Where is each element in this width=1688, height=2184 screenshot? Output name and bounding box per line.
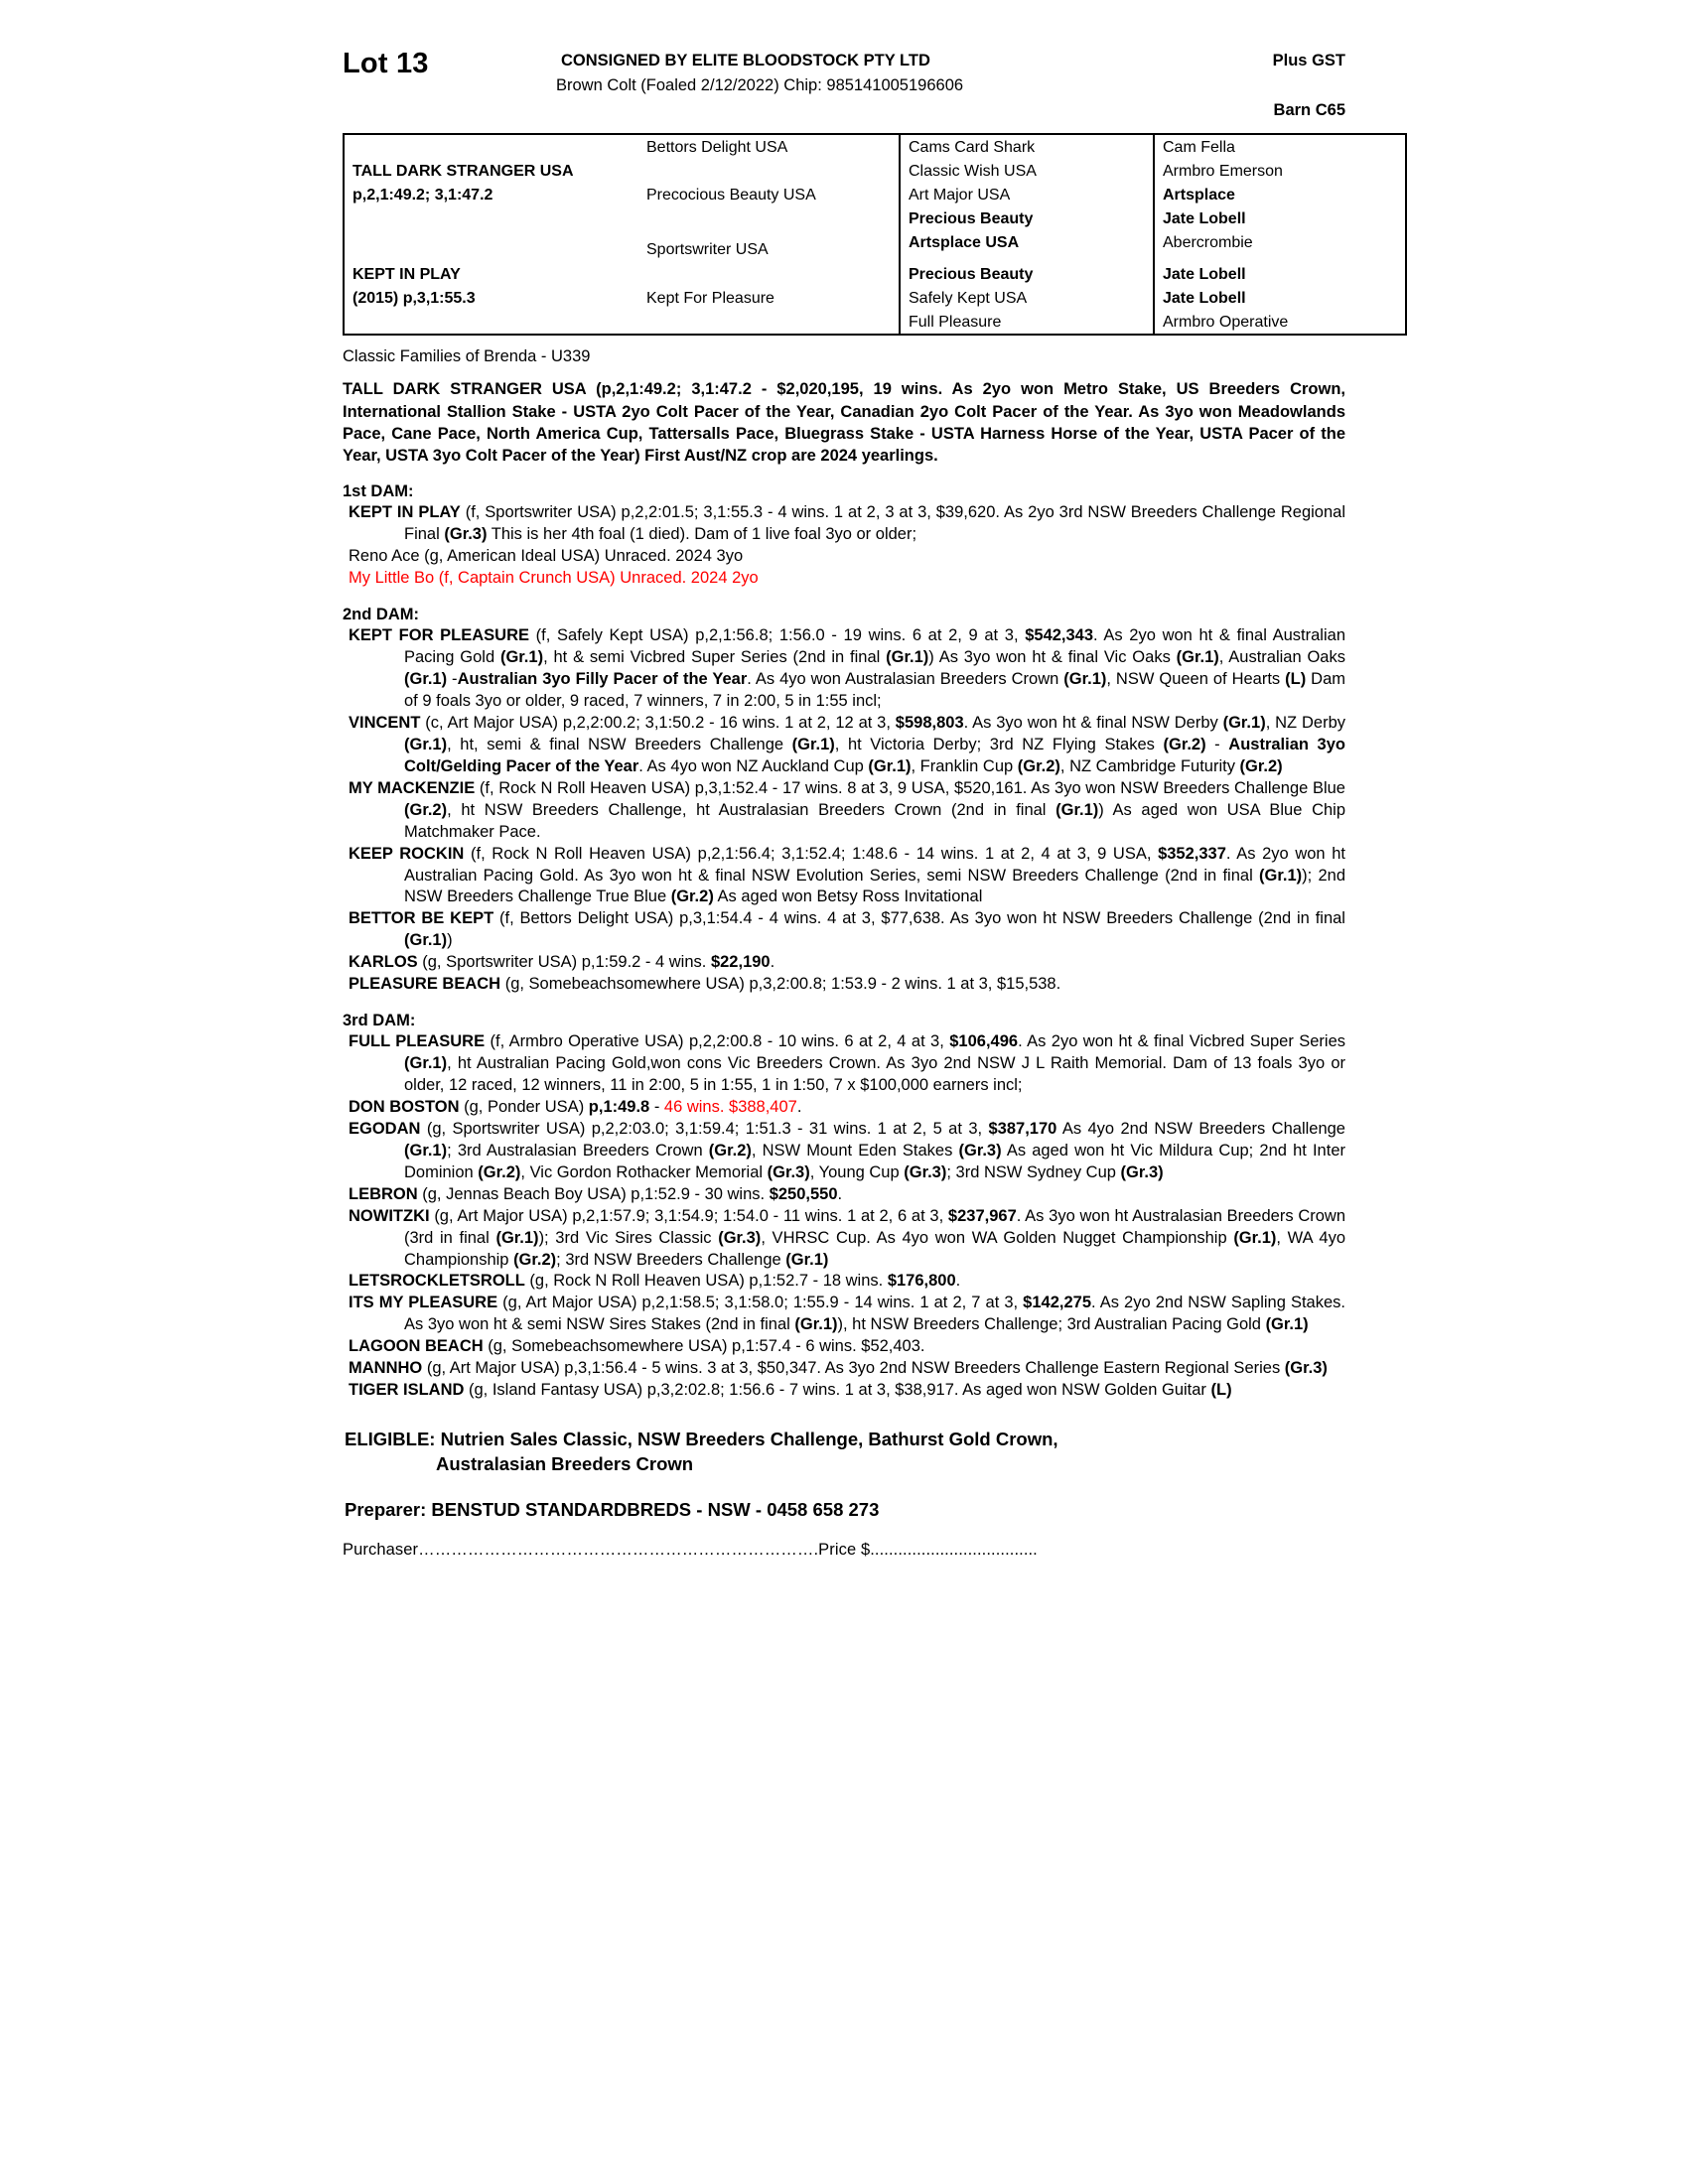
sire-paragraph: TALL DARK STRANGER USA (p,2,1:49.2; 3,1:47.2 - $2,020,195, 19 wins. As 2yo won Metro Stake, US Breeders Crown, International Stallion Stake - USTA 2yo Colt Pacer of the Year, Canadian 2yo Colt Pacer of the Year. As 3yo won Meadowlands Pace, Cane Pace, North America Cup, Tattersalls Pace, Bluegrass Stake - USTA Harness Horse of the Year, USTA Pacer of the Year, USTA 3yo Colt Pacer of the Year) First Aust/NZ crop are 2024 yearlings. — [343, 380, 1345, 466]
entry-emphasis: (Gr.3) — [1284, 1359, 1328, 1378]
entry-text: , Young Cup — [809, 1162, 905, 1181]
entry-text: (f, Safely Kept USA) p,2,1:56.8; 1:56.0 - 19 wins. 6 at 2, 9 at 3, — [529, 626, 1026, 645]
entry-text: (g, Art Major USA) p,3,1:56.4 - 5 wins. 3 at 3, $50,347. As 3yo 2nd NSW Breeders Challenge Eastern Regional Series — [422, 1359, 1285, 1378]
entry-emphasis: (Gr.1) — [404, 931, 448, 950]
pedigree-row — [344, 262, 1406, 286]
pedigree-entry — [343, 974, 1345, 996]
entry-text: ), ht NSW Breeders Challenge; 3rd Australian Pacing Gold — [837, 1315, 1266, 1334]
entry-emphasis: VINCENT — [349, 713, 421, 732]
entry-emphasis: PLEASURE BEACH — [349, 975, 501, 994]
pedigree-gen2-cell: Kept For Pleasure — [646, 289, 774, 307]
entry-emphasis: (Gr.1) — [1265, 1315, 1309, 1334]
entry-emphasis: $176,800 — [887, 1272, 956, 1291]
entry-emphasis: DON BOSTON — [349, 1097, 460, 1116]
entry-emphasis: LETSROCKLETSROLL — [349, 1272, 525, 1291]
entry-emphasis: (Gr.1) — [495, 1228, 539, 1247]
entry-text: ) As aged won USA Blue Chip Matchmaker Pace. — [404, 800, 1346, 841]
entry-emphasis: (Gr.1) — [1063, 670, 1107, 689]
pedigree-entry — [343, 1119, 1345, 1184]
entry-emphasis: KEPT FOR PLEASURE — [349, 626, 530, 645]
entry-emphasis: (L) — [1210, 1381, 1232, 1400]
entry-text: , VHRSC Cup. As 4yo won WA Golden Nugget Championship — [761, 1228, 1234, 1247]
entry-text: ) — [447, 931, 453, 950]
entry-emphasis: KARLOS — [349, 953, 418, 972]
entry-text: (g, Somebeachsomewhere USA) p,1:57.4 - 6 wins. $52,403. — [483, 1337, 925, 1356]
horse-description: Brown Colt (Foaled 2/12/2022) Chip: 985141005196606 — [556, 76, 964, 94]
pedigree-gen3-cell: Precious Beauty — [900, 262, 1154, 286]
pedigree-gen2-cell: Bettors Delight USA — [646, 138, 788, 156]
entry-emphasis: (Gr.3) — [718, 1228, 762, 1247]
entry-emphasis: NOWITZKI — [349, 1206, 430, 1225]
entry-emphasis: BETTOR BE KEPT — [349, 909, 494, 928]
pedigree-gen2-cell: Sportswriter USA — [646, 241, 769, 259]
entry-emphasis: MANNHO — [349, 1359, 423, 1378]
pedigree-gen4-cell: Jate Lobell — [1154, 206, 1406, 230]
pedigree-cell-empty — [344, 230, 638, 262]
entry-text: ; 3rd Australasian Breeders Crown — [447, 1141, 709, 1160]
entry-text: As aged won Betsy Ross Invitational — [713, 887, 983, 906]
entry-emphasis: LAGOON BEACH — [349, 1337, 484, 1356]
entry-text: (g, Somebeachsomewhere USA) p,3,2:00.8; 1:53.9 - 2 wins. 1 at 3, $15,538. — [500, 975, 1061, 994]
entry-text: (f, Bettors Delight USA) p,3,1:54.4 - 4 wins. 4 at 3, $77,638. As 3yo won ht NSW Breeders Challenge (2nd in final — [493, 909, 1345, 928]
entry-emphasis: $352,337 — [1158, 844, 1226, 863]
entry-emphasis: (Gr.1) — [791, 735, 835, 753]
pedigree-gen4-cell: Artsplace — [1154, 183, 1406, 206]
entry-emphasis: FULL PLEASURE — [349, 1032, 486, 1051]
pedigree-entry — [343, 952, 1345, 974]
entry-text: (f, Sportswriter USA) p,2,2:01.5; 3,1:55.3 - 4 wins. 1 at 2, 3 at 3, $39,620. As 2yo 3rd NSW Breeders Challenge Regional Final — [404, 503, 1345, 544]
entry-emphasis: (Gr.2) — [708, 1141, 752, 1160]
entry-emphasis: ITS MY PLEASURE — [349, 1294, 498, 1312]
catalogue-sheet — [343, 40, 1345, 1560]
entry-text: (g, Rock N Roll Heaven USA) p,1:52.7 - 18 wins. — [524, 1272, 888, 1291]
pedigree-cell-empty — [344, 310, 638, 335]
pedigree-dam-record: (2015) p,3,1:55.3 — [352, 289, 476, 307]
eligible-line-2: Australasian Breeders Crown — [436, 1453, 694, 1475]
entry-text: . — [955, 1272, 961, 1291]
entry-text: - — [447, 670, 458, 689]
entry-text: As 4yo 2nd NSW Breeders Challenge — [1056, 1119, 1345, 1138]
eligible-line-1: ELIGIBLE: Nutrien Sales Classic, NSW Breeders Challenge, Bathurst Gold Crown, — [345, 1429, 1058, 1450]
entry-emphasis: (Gr.1) — [794, 1315, 838, 1334]
entry-emphasis: (Gr.2) — [1017, 756, 1060, 775]
pedigree-entry — [343, 1336, 1345, 1358]
pedigree-gen3-cell: Classic Wish USA — [900, 159, 1154, 183]
dam-heading: 3rd DAM: — [343, 1012, 416, 1030]
pedigree-dam-name: KEPT IN PLAY — [352, 265, 461, 283]
entry-text: , NSW Mount Eden Stakes — [751, 1141, 959, 1160]
entry-text: This is her 4th foal (1 died). Dam of 1 live foal 3yo or older; — [487, 525, 917, 544]
entry-text: (f, Rock N Roll Heaven USA) p,3,1:52.4 - 17 wins. 8 at 3, 9 USA, $520,161. As 3yo won NSW Breeders Challenge Blue — [475, 778, 1345, 797]
eligible-block — [343, 1428, 1345, 1477]
pedigree-entry — [343, 1206, 1345, 1272]
pedigree-gen2-cell — [638, 159, 900, 183]
entry-text: . As 2yo won ht & final Vicbred Super Series — [1018, 1032, 1345, 1051]
entry-emphasis: EGODAN — [349, 1119, 421, 1138]
entry-text: , Franklin Cup — [911, 756, 1018, 775]
purchaser-line: Purchaser……………………………………………………………….Price $.................................... — [343, 1541, 1038, 1559]
entry-emphasis: (Gr.1) — [886, 648, 929, 667]
entry-emphasis: Australian 3yo Filly Pacer of the Year — [457, 670, 748, 689]
pedigree-row — [344, 230, 1406, 262]
pedigree-entry — [343, 844, 1345, 909]
entry-text: , NSW Queen of Hearts — [1106, 670, 1286, 689]
pedigree-gen4-cell: Jate Lobell — [1154, 262, 1406, 286]
pedigree-gen2-cell — [638, 262, 900, 286]
entry-emphasis: $250,550 — [769, 1184, 838, 1203]
entry-emphasis: (Gr.1) — [1233, 1228, 1277, 1247]
pedigree-entry — [343, 1097, 1345, 1119]
pedigree-row — [344, 159, 1406, 183]
pedigree-row — [344, 134, 1406, 159]
entry-emphasis: (Gr.2) — [478, 1162, 521, 1181]
entry-emphasis: $106,496 — [949, 1032, 1019, 1051]
entry-text: ; 3rd NSW Breeders Challenge — [556, 1250, 786, 1269]
pedigree-entry — [343, 546, 1345, 568]
page-header — [343, 40, 1345, 129]
entry-text: . As 4yo won Australasian Breeders Crown — [747, 670, 1064, 689]
entry-text: My Little Bo (f, Captain Crunch USA) Unraced. 2024 2yo — [349, 569, 759, 588]
entry-emphasis: (Gr.2) — [670, 887, 714, 906]
entry-text: (g, Ponder USA) — [459, 1097, 589, 1116]
dam-heading: 2nd DAM: — [343, 606, 419, 624]
entry-text: , ht & semi Vicbred Super Series (2nd in final — [543, 648, 887, 667]
pedigree-gen3-cell: Safely Kept USA — [900, 286, 1154, 310]
pedigree-entry — [343, 778, 1345, 844]
entry-emphasis: LEBRON — [349, 1184, 418, 1203]
entry-text: - — [649, 1097, 664, 1116]
consignor-label: CONSIGNED BY ELITE BLOODSTOCK PTY LTD — [561, 52, 930, 69]
lot-number: Lot 13 — [343, 48, 429, 79]
pedigree-gen2-cell — [638, 206, 900, 230]
entry-text: . — [837, 1184, 843, 1203]
entry-text: . As 3yo won ht Australasian Breeders Crown (3rd in final — [404, 1206, 1345, 1247]
entry-text: . — [770, 953, 775, 972]
pedigree-gen2-cell — [638, 310, 900, 335]
entry-emphasis: (Gr.1) — [785, 1250, 829, 1269]
pedigree-entry — [343, 502, 1345, 546]
entry-emphasis: (Gr.1) — [404, 670, 448, 689]
entry-text: Reno Ace (g, American Ideal USA) Unraced. 2024 3yo — [349, 547, 744, 566]
entry-text: , ht Australian Pacing Gold,won cons Vic Breeders Crown. As 3yo 2nd NSW J L Raith Memorial. Dam of 13 foals 3yo or older, 12 raced, 12 winners, 11 in 2:00, 5 in 1:55, 1 in 1:50, 7 x $100,000 earners incl; — [404, 1054, 1345, 1094]
entry-text: , NZ Cambridge Futurity — [1059, 756, 1240, 775]
entry-emphasis: $387,170 — [988, 1119, 1057, 1138]
entry-text: . As 2yo won ht Australian Pacing Gold. As 3yo won ht & final NSW Evolution Series, semi NSW Breeders Challenge (2nd in final — [404, 844, 1345, 885]
pedigree-entry — [343, 1271, 1345, 1293]
entry-text: , WA 4yo Championship — [404, 1228, 1345, 1269]
entry-emphasis: (L) — [1285, 670, 1307, 689]
entry-emphasis: Australian 3yo Colt/Gelding Pacer of the Year — [404, 735, 1345, 775]
pedigree-entry — [343, 568, 1345, 590]
entry-text: As aged won ht Vic Mildura Cup; 2nd ht Inter Dominion — [404, 1141, 1345, 1181]
family-line: Classic Families of Brenda - U339 — [343, 347, 591, 366]
entry-emphasis: p,1:49.8 — [588, 1097, 650, 1116]
entry-text: , ht NSW Breeders Challenge, ht Australasian Breeders Crown (2nd in final — [447, 800, 1056, 819]
entry-text: (g, Art Major USA) p,2,1:57.9; 3,1:54.9; 1:54.0 - 11 wins. 1 at 2, 6 at 3, — [429, 1206, 948, 1225]
entry-emphasis: (Gr.1) — [404, 1141, 448, 1160]
pedigree-gen4-cell: Armbro Emerson — [1154, 159, 1406, 183]
pedigree-entry — [343, 713, 1345, 778]
entry-emphasis: KEEP ROCKIN — [349, 844, 465, 863]
entry-text: , Australian Oaks — [1218, 648, 1345, 667]
entry-emphasis: (Gr.3) — [958, 1141, 1002, 1160]
entry-emphasis: (Gr.1) — [1259, 866, 1303, 885]
pedigree-sire-name: TALL DARK STRANGER USA — [352, 162, 574, 180]
pedigree-sire-record: p,2,1:49.2; 3,1:47.2 — [352, 186, 493, 204]
pedigree-table — [343, 133, 1407, 336]
pedigree-entry — [343, 908, 1345, 952]
pedigree-row — [344, 310, 1406, 335]
entry-text: Dam of 9 foals 3yo or older, 9 raced, 7 winners, 7 in 2:00, 5 in 1:55 incl; — [404, 670, 1345, 710]
plus-gst-label: Plus GST — [1272, 52, 1345, 69]
entry-text: , NZ Derby — [1265, 713, 1345, 732]
entry-emphasis: (Gr.3) — [1120, 1162, 1164, 1181]
entry-emphasis: (Gr.1) — [1055, 800, 1099, 819]
pedigree-gen3-cell: Art Major USA — [900, 183, 1154, 206]
entry-emphasis: (Gr.1) — [1176, 648, 1219, 667]
pedigree-cell-empty — [344, 206, 638, 230]
entry-emphasis: TIGER ISLAND — [349, 1381, 465, 1400]
entry-text: (c, Art Major USA) p,2,2:00.2; 3,1:50.2 - 16 wins. 1 at 2, 12 at 3, — [420, 713, 896, 732]
entry-emphasis: KEPT IN PLAY — [349, 503, 461, 522]
pedigree-gen4-cell: Cam Fella — [1154, 134, 1406, 159]
pedigree-gen4-cell: Armbro Operative — [1154, 310, 1406, 335]
entry-text: ; 3rd NSW Sydney Cup — [946, 1162, 1121, 1181]
entry-emphasis: $142,275 — [1023, 1294, 1091, 1312]
entry-text: (g, Sportswriter USA) p,1:59.2 - 4 wins. — [417, 953, 711, 972]
entry-text: , ht, semi & final NSW Breeders Challenge — [447, 735, 792, 753]
entry-text: . As 2yo 2nd NSW Sapling Stakes. As 3yo won ht & semi NSW Sires Stakes (2nd in final — [404, 1294, 1345, 1334]
pedigree-row — [344, 183, 1406, 206]
pedigree-row — [344, 206, 1406, 230]
entry-emphasis: (Gr.3) — [444, 525, 488, 544]
entry-emphasis: (Gr.1) — [404, 1054, 448, 1073]
entry-text: , ht Victoria Derby; 3rd NZ Flying Stakes — [834, 735, 1164, 753]
pedigree-gen4-cell: Jate Lobell — [1154, 286, 1406, 310]
dam-heading: 1st DAM: — [343, 482, 414, 501]
pedigree-gen3-cell: Artsplace USA — [900, 230, 1154, 262]
entry-emphasis: (Gr.1) — [499, 648, 544, 667]
pedigree-gen3-cell: Cams Card Shark — [900, 134, 1154, 159]
pedigree-entry — [343, 1358, 1345, 1380]
pedigree-gen3-cell: Full Pleasure — [900, 310, 1154, 335]
entry-text: (g, Jennas Beach Boy USA) p,1:52.9 - 30 wins. — [417, 1184, 770, 1203]
entry-text: (f, Rock N Roll Heaven USA) p,2,1:56.4; 3,1:52.4; 1:48.6 - 14 wins. 1 at 2, 4 at 3, 9 USA, — [464, 844, 1159, 863]
entry-text: - — [1205, 735, 1229, 753]
entry-text: . As 3yo won ht & final NSW Derby — [963, 713, 1223, 732]
entry-emphasis: $542,343 — [1025, 626, 1094, 645]
entry-emphasis: (Gr.1) — [404, 735, 448, 753]
entry-text: . — [796, 1097, 802, 1116]
entry-emphasis: (Gr.2) — [1163, 735, 1206, 753]
entry-emphasis: $22,190 — [710, 953, 771, 972]
entry-text: ); 3rd Vic Sires Classic — [538, 1228, 719, 1247]
entry-emphasis: (Gr.3) — [767, 1162, 810, 1181]
entry-text: (f, Armbro Operative USA) p,2,2:00.8 - 10 wins. 6 at 2, 4 at 3, — [485, 1032, 950, 1051]
pedigree-gen3-cell: Precious Beauty — [900, 206, 1154, 230]
entry-text: , Vic Gordon Rothacker Memorial — [520, 1162, 768, 1181]
pedigree-entry — [343, 1380, 1345, 1402]
pedigree-entry — [343, 1184, 1345, 1206]
entry-text: ); 2nd NSW Breeders Challenge True Blue — [404, 866, 1345, 906]
entry-emphasis: $237,967 — [947, 1206, 1017, 1225]
pedigree-gen2-cell: Precocious Beauty USA — [646, 186, 816, 204]
entry-emphasis: (Gr.2) — [404, 800, 448, 819]
barn-label: Barn C65 — [1273, 101, 1345, 119]
entry-emphasis: (Gr.2) — [513, 1250, 557, 1269]
entry-emphasis: (Gr.1) — [868, 756, 912, 775]
entry-text: (g, Island Fantasy USA) p,3,2:02.8; 1:56.6 - 7 wins. 1 at 3, $38,917. As aged won NSW Golden Guitar — [464, 1381, 1211, 1400]
entry-highlight: 46 wins. $388,407 — [663, 1097, 797, 1116]
pedigree-cell-empty — [344, 134, 638, 159]
pedigree-entry — [343, 1293, 1345, 1336]
dam-sections — [343, 482, 1345, 1402]
entry-emphasis: MY MACKENZIE — [349, 778, 476, 797]
entry-text: (g, Art Major USA) p,2,1:58.5; 3,1:58.0; 1:55.9 - 14 wins. 1 at 2, 7 at 3, — [497, 1294, 1024, 1312]
pedigree-gen4-cell: Abercrombie — [1154, 230, 1406, 262]
entry-emphasis: (Gr.3) — [904, 1162, 947, 1181]
entry-emphasis: (Gr.1) — [1222, 713, 1266, 732]
pedigree-entry — [343, 1031, 1345, 1097]
entry-emphasis: $598,803 — [895, 713, 964, 732]
pedigree-entry — [343, 625, 1345, 713]
preparer-line: Preparer: BENSTUD STANDARDBREDS - NSW - 0458 658 273 — [345, 1499, 880, 1520]
entry-text: . As 2yo won ht & final Australian Pacing Gold — [404, 626, 1345, 667]
entry-text: . As 4yo won NZ Auckland Cup — [638, 756, 869, 775]
entry-text: (g, Sportswriter USA) p,2,2:03.0; 3,1:59.4; 1:51.3 - 31 wins. 1 at 2, 5 at 3, — [420, 1119, 989, 1138]
entry-emphasis: (Gr.2) — [1239, 756, 1283, 775]
entry-text: ) As 3yo won ht & final Vic Oaks — [928, 648, 1177, 667]
pedigree-row — [344, 286, 1406, 310]
